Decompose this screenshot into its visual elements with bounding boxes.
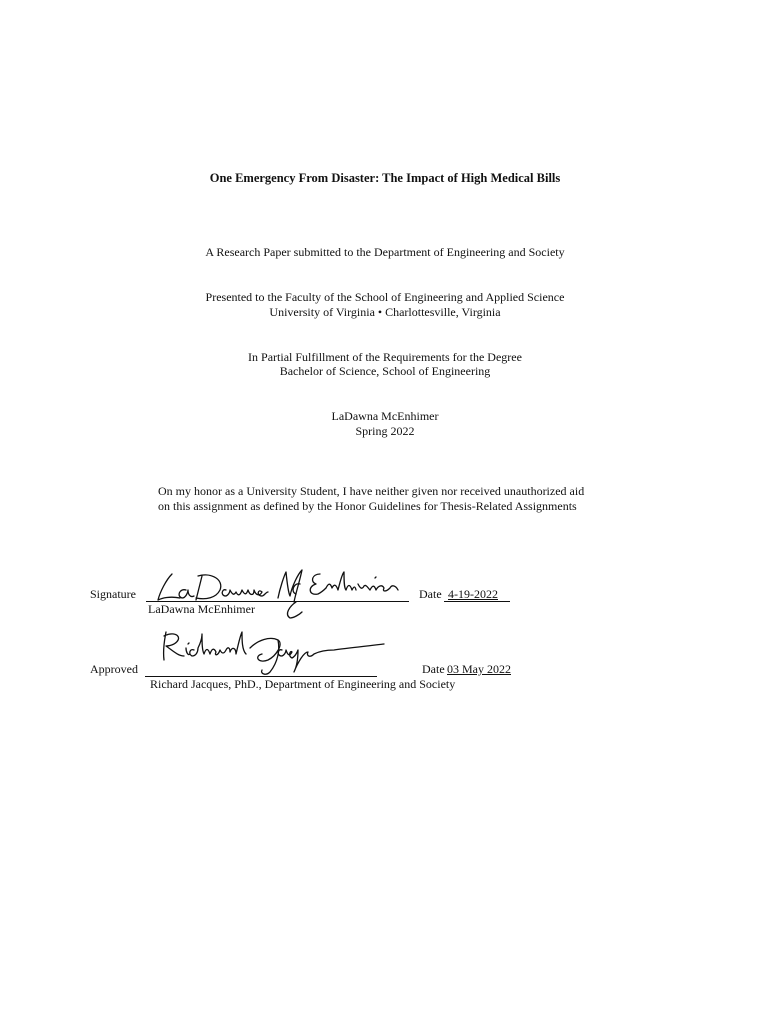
fulfillment-line-1: In Partial Fulfillment of the Requirements for the Degree [248,350,522,364]
approver-name: Richard Jacques, PhD., Department of Engineering and Society [150,677,456,691]
honor-pledge-line-2: on this assignment as defined by the Honor Guidelines for Thesis-Related Assignments [158,499,577,513]
approval-date-value: 03 May 2022 [447,662,511,676]
author-name: LaDawna McEnhimer [331,409,439,423]
presented-line-1: Presented to the Faculty of the School of Engineering and Applied Science [205,290,565,304]
signature-label: Signature [90,587,136,601]
signature-date-line [444,601,510,602]
approval-date-label: Date [422,662,445,676]
author-term: Spring 2022 [355,424,415,438]
approved-label: Approved [90,662,138,676]
approver-signature-image [158,626,388,676]
paper-title: One Emergency From Disaster: The Impact of High Medical Bills [209,171,561,185]
fulfillment-line-2: Bachelor of Science, School of Engineering [279,364,491,378]
signer-name: LaDawna McEnhimer [148,602,255,616]
submission-statement: A Research Paper submitted to the Department of Engineering and Society [205,245,565,259]
presented-line-2: University of Virginia • Charlottesville, Virginia [269,305,501,319]
signature-date-label: Date [419,587,442,601]
honor-pledge-line-1: On my honor as a University Student, I have neither given nor received unauthorized aid [158,484,585,498]
signature-date-value: 4-19-2022 [448,587,498,601]
